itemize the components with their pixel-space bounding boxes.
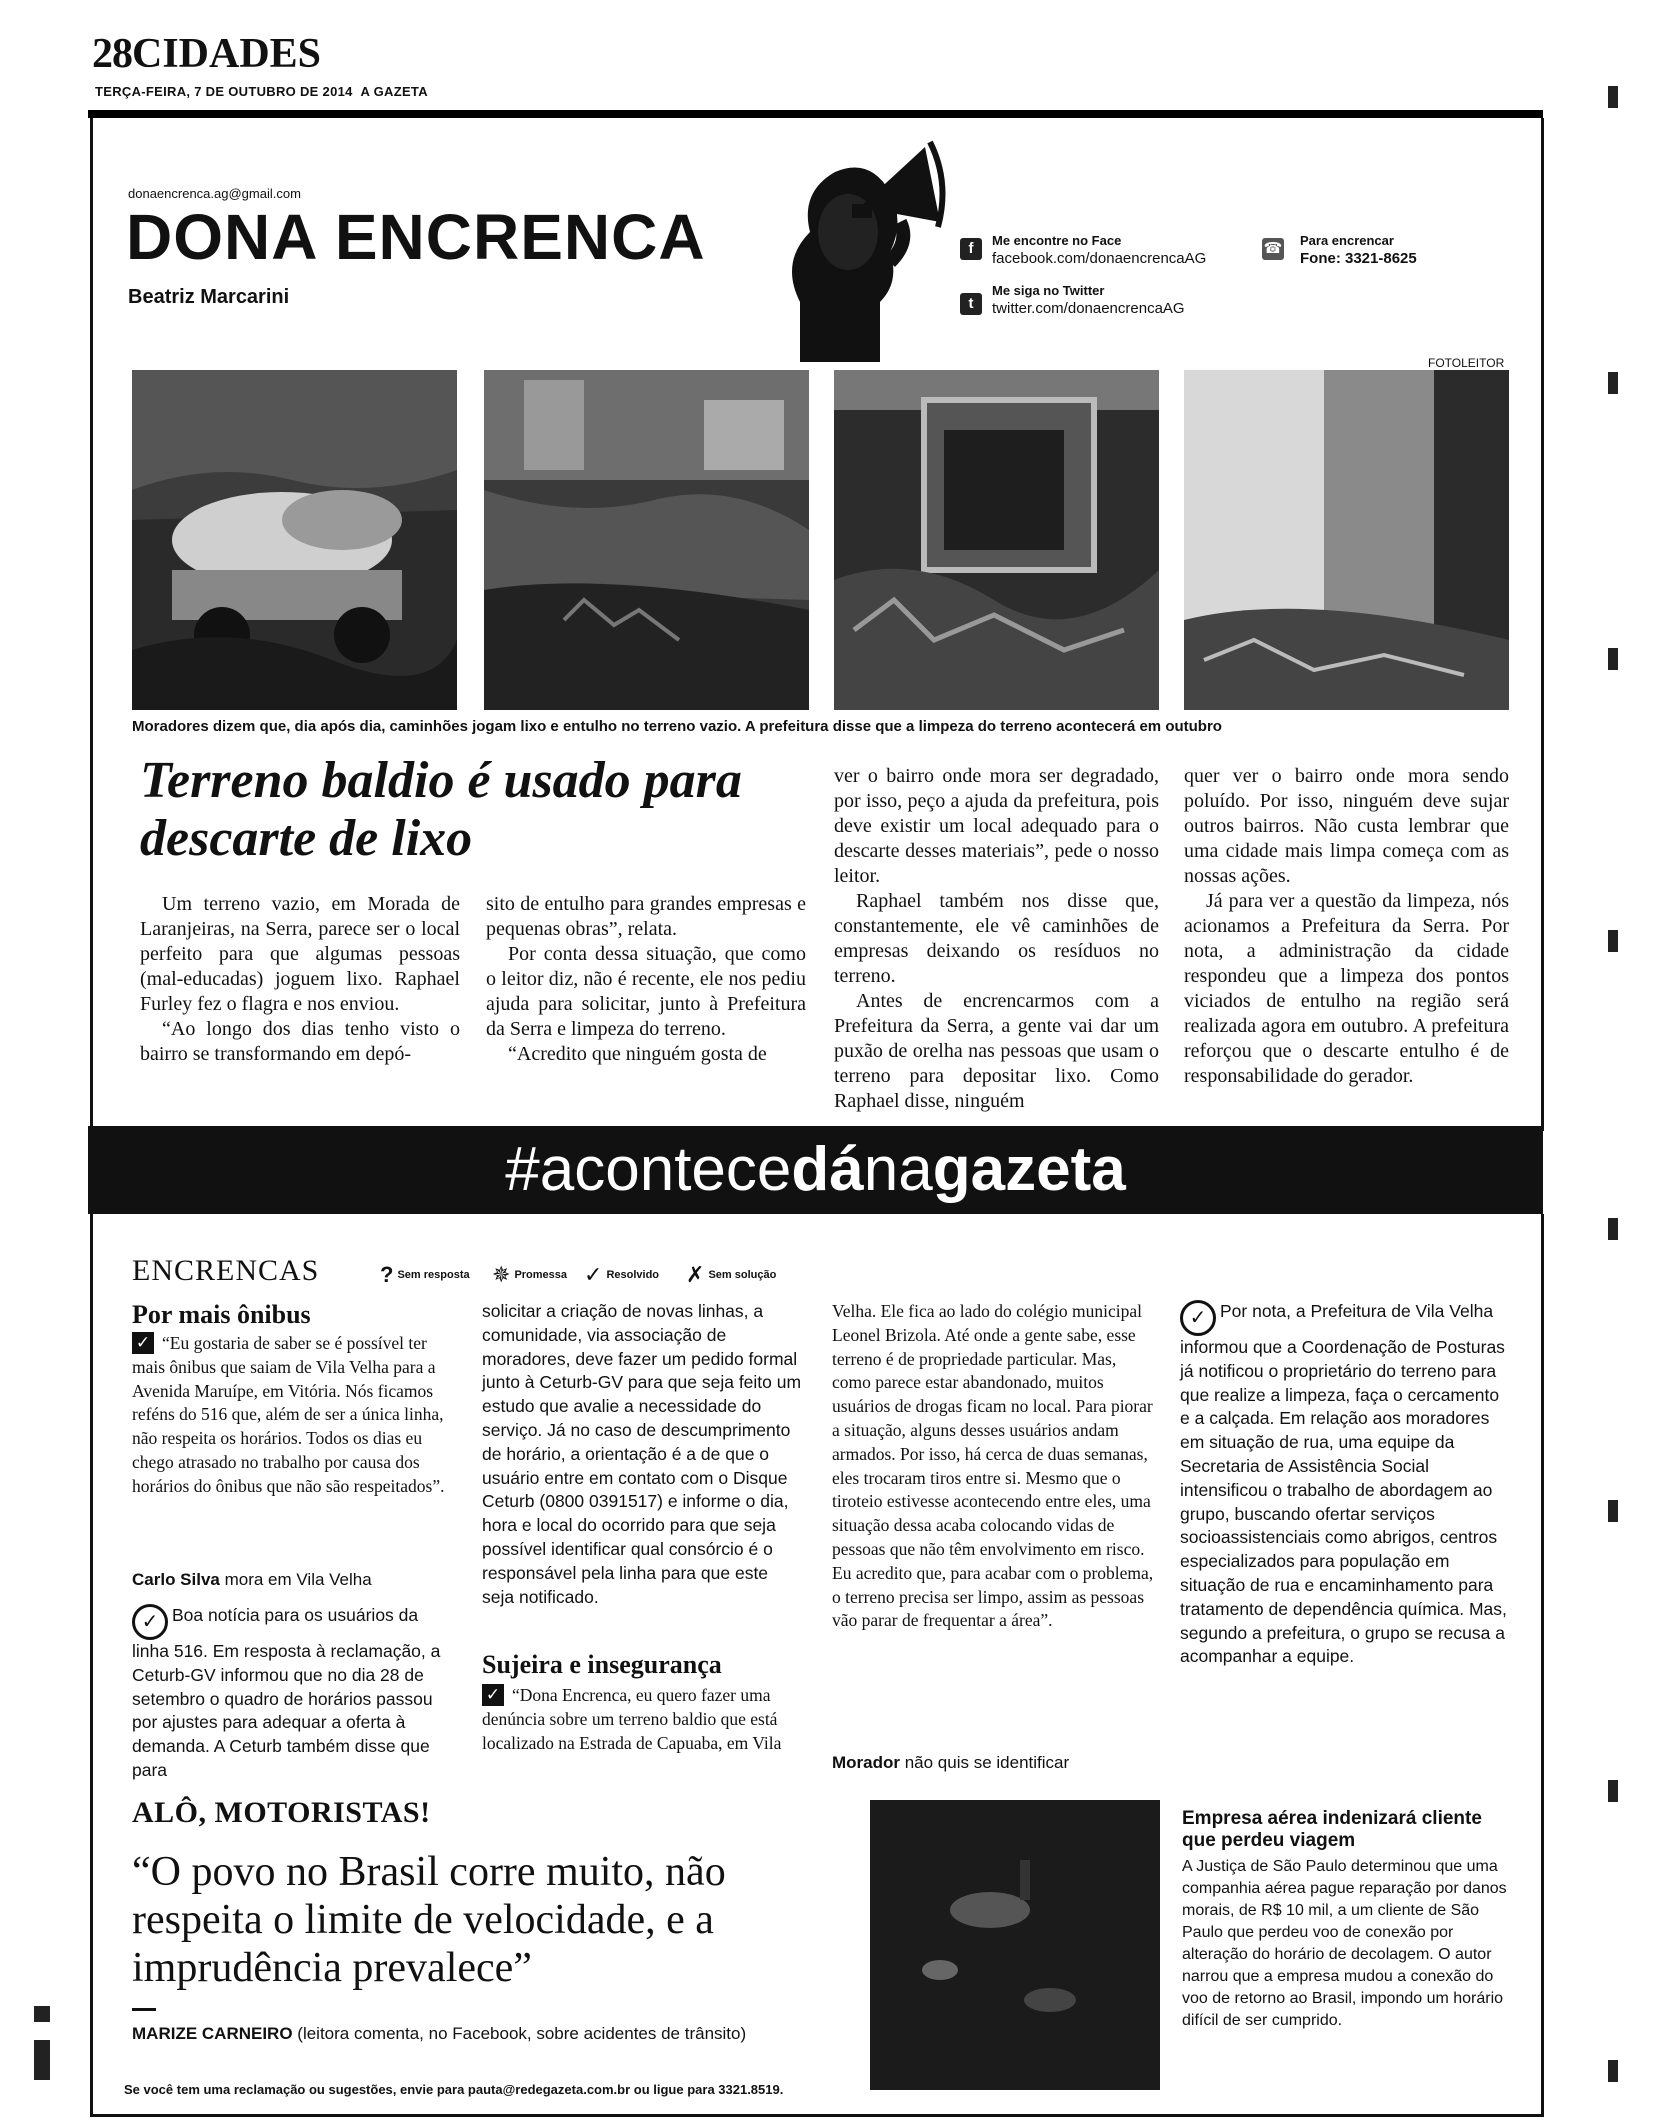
article-paragraph: Antes de encrencarmos com a Prefeitura da Serra, a gente vai dar um puxão de orelha nas pessoas que usam o terreno para depositar lixo. Como Raphael disse, ninguém: [834, 990, 1159, 1112]
photo-landfill: [484, 370, 809, 710]
article-paragraph: Por conta dessa situação, que como o leitor diz, não é recente, ele nos pediu ajuda para solicitar, junto à Prefeitura da Serra e limpeza do terreno.: [486, 943, 806, 1040]
complaint-text: “Eu gostaria de saber se é possível ter mais ônibus que saiam de Vila Velha para a Avenida Maruípe, em Vitória. Nós ficamos reféns do 516 que, além de ser a única linha, não respeita os horários. Todos os dias eu chego atrasado no trabalho por causa dos horários do ônibus que não são respeitados”.: [132, 1333, 445, 1496]
question-icon: ?: [380, 1262, 394, 1287]
quote-divider: [132, 2008, 156, 2011]
sidebar-title: Empresa aérea indenizará cliente que perdeu viagem: [1182, 1808, 1482, 1851]
section-title: CIDADES: [132, 31, 322, 77]
margin-mark: [1608, 1780, 1618, 1802]
margin-mark: [34, 2040, 50, 2080]
alo-author: [132, 2024, 746, 2044]
dateline: [95, 84, 428, 99]
margin-mark: [1608, 372, 1618, 394]
encrencas-title: ENCRENCAS: [132, 1254, 320, 1287]
author-name: Morador: [832, 1753, 900, 1772]
resolved-check-icon: ✓: [1180, 1300, 1216, 1336]
article-paragraph: sito de entulho para grandes empresas e pequenas obras”, relata.: [486, 893, 806, 940]
margin-mark: [1608, 86, 1618, 108]
item-response-sujeira: [1180, 1300, 1510, 1669]
checkbox-icon: ✓: [132, 1332, 154, 1354]
twitter-url[interactable]: twitter.com/donaencrencaAG: [992, 300, 1185, 317]
response-text: solicitar a criação de novas linhas, a comunidade, via associação de moradores, deve fazer um pedido formal junto à Ceturb-GV para que seja feito um estudo que avalie a necessidade do serviço. Já no caso de descumprimento de horário, a orientação é a de que o usuário entre em contato com o Disque Ceturb (0800 0391517) e informe o dia, hora e local do ocorrido para que seja possível identificar qual consórcio é o responsável pela linha para que este seja notificado.: [482, 1301, 802, 1607]
item-text-onibus: [132, 1332, 448, 1499]
margin-mark: [1608, 648, 1618, 670]
alo-quote: “O povo no Brasil corre muito, não respeita o limite de velocidade, e a imprudência prevalece”: [132, 1849, 726, 1991]
photo-debris-image: [834, 370, 1159, 710]
margin-mark: [1608, 2060, 1618, 2082]
hashtag-banner: [88, 1126, 1543, 1214]
complaint-text: Velha. Ele fica ao lado do colégio municipal Leonel Brizola. Até onde a gente sabe, esse terreno é de propriedade particular. Mas, como parece estar abandonado, muitos usuários de drogas ficam no local. Para piorar a situação, alguns desses usuários andam armados. Por isso, há cerca de duas semanas, eles trocaram tiros entre si. Mesmo que o tiroteio estivesse acontecendo entre eles, uma situação dessa acaba colocando vidas de pessoas que não têm envolvimento em risco. Eu acredito que, para acabar com o problema, o terreno precisa ser limpo, assim as pessoas vão parar de frequentar a área”.: [832, 1301, 1154, 1631]
facebook-contact[interactable]: [992, 232, 1206, 268]
hashtag-part: #acontece: [505, 1135, 792, 1204]
checkbox-icon: ✓: [482, 1684, 504, 1706]
photo-truck: [132, 370, 457, 710]
hashtag-part: dá: [791, 1135, 864, 1204]
footer-note: Se você tem uma reclamação ou sugestões, envie para pauta@redegazeta.com.br ou ligue para 3321.8519.: [124, 2082, 784, 2097]
facebook-label: Me encontre no Face: [992, 233, 1122, 248]
photo-landfill-image: [484, 370, 809, 710]
article-paragraph: “Acredito que ninguém gosta de: [508, 1043, 767, 1065]
article-column-3: [834, 764, 1159, 1114]
article-paragraph: ver o bairro onde mora ser degradado, por isso, peço a ajuda da prefeitura, pois deve existir um local adequado para o descarte desses materiais”, pede o nosso leitor.: [834, 765, 1159, 887]
facebook-url[interactable]: facebook.com/donaencrencaAG: [992, 250, 1207, 267]
article-column-4: [1184, 764, 1509, 1089]
twitter-contact[interactable]: [992, 282, 1185, 318]
article-headline: Terreno baldio é usado para descarte de lixo: [140, 752, 742, 867]
photo-debris: [834, 370, 1159, 710]
item-author-sujeira: [832, 1753, 1069, 1773]
article-paragraph: Raphael também nos disse que, constantemente, ele vê caminhões de empresas deixando os resíduos no terreno.: [834, 890, 1159, 987]
legend-label: Resolvido: [606, 1269, 660, 1281]
cross-icon: ✗: [686, 1262, 705, 1287]
margin-mark: [1608, 1218, 1618, 1240]
legend-no-solution: [686, 1262, 780, 1288]
byline: Beatriz Marcarini: [128, 286, 290, 308]
item-title-sujeira: Sujeira e insegurança: [482, 1650, 722, 1679]
alo-photo: [870, 1800, 1160, 2090]
article-paragraph: quer ver o bairro onde mora sendo poluído. Por isso, ninguém deve sujar outros bairros. Não custa lembrar que uma cidade mais limpa começa com as nossas ações.: [1184, 765, 1509, 887]
article-paragraph: Já para ver a questão da limpeza, nós acionamos a Prefeitura da Serra. Por nota, a administração da cidade respondeu que a limpeza dos pontos viciados de entulho na região será realizada agora em outubro. A prefeitura reforçou que o descarte entulho é de responsabilidade do gerador.: [1184, 890, 1509, 1087]
phone-contact: [1300, 232, 1417, 268]
margin-mark: [1608, 930, 1618, 952]
twitter-label: Me siga no Twitter: [992, 283, 1105, 298]
alo-photo-image: [870, 1800, 1160, 2090]
author-name: MARIZE CARNEIRO: [132, 2024, 293, 2043]
legend-label: Sem resposta: [397, 1269, 470, 1281]
margin-mark: [1608, 1500, 1618, 1522]
column-email[interactable]: donaencrenca.ag@gmail.com: [128, 186, 301, 201]
phone-number: Fone: 3321-8625: [1300, 250, 1417, 267]
response-text: Boa notícia para os usuários da linha 516. Em resposta à reclamação, a Ceturb-GV informou que no dia 28 de setembro o quadro de horários passou por ajustes para adequar a oferta à demanda. A Ceturb também disse que para: [132, 1605, 441, 1780]
author-name: Carlo Silva: [132, 1570, 220, 1589]
resolved-check-icon: ✓: [132, 1604, 168, 1640]
photo-wall-image: [1184, 370, 1509, 710]
paper-name: A GAZETA: [360, 84, 428, 99]
star-icon: ✵: [492, 1262, 511, 1287]
legend-resolved: [584, 1262, 663, 1288]
page-number: 28: [92, 31, 132, 77]
article-column-1: [140, 892, 460, 1067]
legend-label: Promessa: [514, 1269, 568, 1281]
alo-title: ALÔ, MOTORISTAS!: [132, 1796, 431, 1829]
hashtag-part: gazeta: [932, 1135, 1126, 1204]
photo-credit: FOTOLEITOR: [1428, 356, 1505, 370]
item-text-sujeira-cont: [832, 1300, 1157, 1633]
phone-label: Para encrencar: [1300, 233, 1394, 248]
twitter-icon: t: [960, 293, 982, 315]
hashtag-part: na: [863, 1135, 933, 1204]
article-paragraph: Um terreno vazio, em Morada de Laranjeiras, na Serra, parece ser o local perfeito para que algumas pessoas (mal-educadas) joguem lixo. Raphael Furley fez o flagra e nos enviou.: [140, 893, 460, 1015]
item-author-onibus: [132, 1570, 372, 1590]
response-text: Por nota, a Prefeitura de Vila Velha informou que a Coordenação de Posturas já notificou o proprietário do terreno para que realize a limpeza, faça o cercamento e a calçada. Em relação aos moradores em situação de rua, uma equipe da Secretaria de Assistência Social intensificou o trabalho de abordagem ao grupo, buscando ofertar serviços socioassistenciais como abrigos, centros especializados para população em situação de rua e encaminhamento para tratamento de dependência química. Mas, segundo a prefeitura, o grupo se recusa a acompanhar a equipe.: [1180, 1301, 1507, 1667]
facebook-icon: f: [960, 238, 982, 260]
photo-truck-image: [132, 370, 457, 710]
article-paragraph: “Ao longo dos dias tenho visto o bairro se transformando em depó-: [140, 1018, 460, 1065]
item-text-sujeira: [482, 1684, 802, 1755]
author-detail: mora em Vila Velha: [219, 1570, 372, 1589]
photo-caption: Moradores dizem que, dia após dia, caminhões jogam lixo e entulho no terreno vazio. A prefeitura disse que a limpeza do terreno acontecerá em outubro: [132, 718, 1222, 735]
phone-icon: ☎: [1262, 238, 1284, 260]
legend-no-answer: [380, 1262, 474, 1288]
item-response-onibus-cont: [482, 1300, 802, 1609]
legend-promise: [492, 1262, 571, 1288]
check-icon: ✓: [584, 1262, 603, 1287]
margin-mark: [34, 2006, 50, 2022]
sidebar-body: A Justiça de São Paulo determinou que uma companhia aérea pague reparação por danos morais, de R$ 10 mil, a um cliente de São Paulo que perdeu voo de conexão por alteração do horário de decolagem. O autor narrou que a empresa mudou a conexão do voo de retorno ao Brasil, impondo um horário difícil de ser cumprido.: [1182, 1858, 1507, 2029]
photo-wall: [1184, 370, 1509, 710]
complaint-text: “Dona Encrenca, eu quero fazer uma denúncia sobre um terreno baldio que está localizado na Estrada de Capuaba, em Vila: [482, 1685, 782, 1753]
item-title-onibus: Por mais ônibus: [132, 1300, 311, 1329]
column-title: DONA ENCRENCA: [126, 201, 706, 273]
legend-label: Sem solução: [708, 1269, 777, 1281]
article-column-2: [486, 892, 806, 1067]
hashtag-text: [88, 1126, 1543, 1214]
item-response-onibus: [132, 1604, 448, 1783]
mascot-megaphone-icon: [740, 112, 950, 362]
author-detail: (leitora comenta, no Facebook, sobre acidentes de trânsito): [292, 2024, 747, 2043]
author-detail: não quis se identificar: [900, 1753, 1070, 1772]
date-text: TERÇA-FEIRA, 7 DE OUTUBRO DE 2014: [95, 84, 353, 99]
